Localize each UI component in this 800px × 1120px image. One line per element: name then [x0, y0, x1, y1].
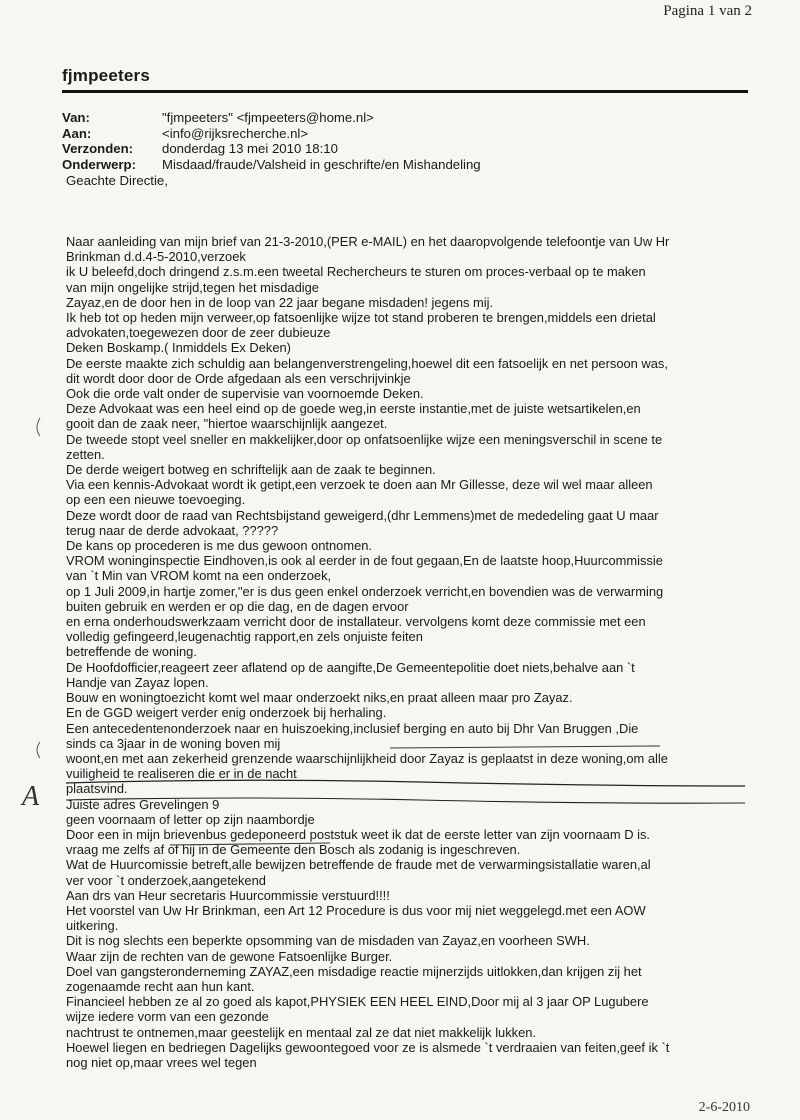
body-line: dit wordt door door de Orde afgedaan als een verschrijvinkje	[66, 370, 411, 386]
body-line: Dit is nog slechts een beperkte opsomming van de misdaden van Zayaz,en voorheen SWH.	[66, 933, 590, 949]
print-date: 2-6-2010	[698, 1100, 750, 1115]
header-label: Verzonden:	[62, 141, 134, 157]
margin-letter-annotation: A	[22, 781, 40, 812]
header-label: Aan:	[62, 125, 92, 141]
body-line: Naar aanleiding van mijn brief van 21-3-2010,(PER e-MAIL) en het daaropvolgende telefoontje van Uw Hr	[66, 234, 670, 249]
header-label: Onderwerp:	[62, 156, 137, 172]
body-line: op een een nieuwe toevoeging.	[66, 492, 246, 508]
body-line: Deze wordt door de raad van Rechtsbijstand geweigerd,(dhr Lemmens)met de mededeling gaat U maar	[66, 507, 659, 523]
body-line: De Hoofdofficier,reageert zeer aflatend op de aangifte,De Gemeentepolitie doet niets,behalve aan `t	[66, 659, 635, 675]
body-line: Juiste adres Grevelingen 9	[66, 796, 220, 812]
body-line: en erna onderhoudswerkzaam verricht door de installateur. vervolgens komt deze commissie met een	[66, 614, 646, 630]
body-line: volledig gefingeerd,leugenachtig rapport,en zels onjuiste feiten	[66, 629, 423, 645]
header-value: donderdag 13 mei 2010 18:10	[162, 141, 338, 157]
body-line: Via een kennis-Advokaat wordt ik getipt,een verzoek te doen aan Mr Gillesse, deze wil wel maar alleen	[66, 477, 653, 493]
body-line: sinds ca 3jaar in de woning boven mij	[66, 735, 281, 751]
body-line: Een antecedentenonderzoek naar en huiszoeking,inclusief berging en auto bij Dhr Van Bruggen ,Die	[66, 720, 639, 736]
body-line: Brinkman d.d.4-5-2010,verzoek	[66, 249, 246, 265]
body-line: Aan drs van Heur secretaris Huurcommissie verstuurd!!!!	[66, 887, 390, 903]
body-line: Bouw en woningtoezicht komt wel maar onderzoekt niks,en praat alleen maar pro Zayaz.	[66, 690, 573, 706]
body-line: Deze Advokaat was een heel eind op de goede weg,in eerste instantie,met de juiste wetsartikelen,en	[66, 401, 641, 417]
body-line: Doel van gangsteronderneming ZAYAZ,een misdadige reactie mijnerzijds uitlokken,dan krijgen zij het	[66, 963, 642, 979]
greeting: Geachte Directie,	[66, 173, 168, 188]
body-line: Wat de Huurcomissie betreft,alle bewijzen betreffende de fraude met de verwarmingsistallatie waren,al	[66, 857, 651, 873]
body-line: gooit dan de zaak neer, "hiertoe waarschijnlijk aangezet.	[66, 416, 388, 432]
body-line: plaatsvind.	[66, 781, 128, 797]
body-line: van `t Min van VROM komt na een onderzoek,	[66, 568, 332, 584]
body-line: vraag me zelfs af of hij in de Gemeente den Bosch als zodanig is ingeschreven.	[66, 842, 521, 858]
body-line: Financieel hebben ze al zo goed als kapot,PHYSIEK EEN HEEL EIND,Door mij al 3 jaar OP Lugubere	[66, 994, 649, 1010]
body-line: Handje van Zayaz lopen.	[66, 674, 209, 690]
body-line: Hoewel liegen en bedriegen Dagelijks gewoontegoed voor ze is alsmede `t verdraaien van feiten,geef ik `t	[66, 1039, 670, 1055]
header-value: Misdaad/fraude/Valsheid in geschrifte/en Mishandeling	[162, 156, 481, 172]
underline-mark	[390, 746, 660, 748]
body-line: Deken Boskamp.( Inmiddels Ex Deken)	[66, 340, 291, 356]
body-line: De tweede stopt veel sneller en makkelijker,door op onfatsoenlijke wijze een meningsverschil in scene te	[66, 431, 663, 447]
body-line: En de GGD weigert verder enig onderzoek bij herhaling.	[66, 705, 387, 721]
body-line: Het voorstel van Uw Hr Brinkman, een Art 12 Procedure is dus voor mij niet weggelegd.met een AOW	[66, 902, 646, 918]
body-line: ver voor `t onderzoek,aangetekend	[66, 872, 266, 888]
body-line: Ook die orde valt onder de supervisie van voornoemde Deken.	[66, 386, 424, 402]
body-line: zetten.	[66, 446, 105, 462]
body-line: nog niet op,maar vrees wel tegen	[66, 1054, 257, 1070]
body-line: op 1 Juli 2009,in hartje zomer,"er is dus geen enkel onderzoek verricht,en bovendien was de verwarming	[66, 583, 664, 599]
underline-mark	[170, 843, 330, 845]
page-number: Pagina 1 van 2	[663, 3, 752, 19]
body-line: zogenaamde recht aan hun kant.	[66, 978, 255, 994]
body-line: Ik heb tot op heden mijn verweer,op fatsoenlijke wijze tot stand proberen te brengen,middels een drietal	[66, 310, 656, 326]
body-line: uitkering.	[66, 918, 119, 934]
underline-mark	[66, 798, 745, 803]
body-line: De kans op procederen is me dus gewoon ontnomen.	[66, 538, 372, 554]
header-value: "fjmpeeters" <fjmpeeters@home.nl>	[162, 110, 374, 125]
body-line: terug naar de derde advokaat, ?????	[66, 522, 279, 538]
header-value: <info@rijksrecherche.nl>	[162, 125, 309, 141]
body-line: van mijn ongelijke strijd,tegen het misdadige	[66, 279, 319, 295]
body-line: geen voornaam of letter op zijn naambordje	[66, 811, 315, 827]
margin-bracket-mark	[37, 742, 40, 758]
body-line: advokaten,toegewezen door de zeer dubieuze	[66, 325, 331, 341]
body-line: VROM woninginspectie Eindhoven,is ook al eerder in de fout gegaan,En de laatste hoop,Huurcommissie	[66, 553, 663, 569]
sender-title: fjmpeeters	[62, 66, 150, 85]
body-line: De derde weigert botweg en schriftelijk aan de zaak te beginnen.	[66, 462, 436, 478]
margin-bracket-mark	[37, 418, 40, 436]
body-line: buiten gebruik en werden er op die dag, en de dagen ervoor	[66, 598, 409, 614]
body-line: betreffende de woning.	[66, 644, 197, 660]
underline-mark	[66, 780, 745, 786]
body-line: Door een in mijn brievenbus gedeponeerd poststuk weet ik dat de eerste letter van zijn voornaam D is.	[66, 826, 650, 842]
body-line: ik U beleefd,doch dringend z.s.m.een tweetal Rechercheurs te sturen om proces-verbaal op te maken	[66, 264, 646, 280]
header-label: Van:	[62, 110, 90, 125]
body-line: Zayaz,en de door hen in de loop van 22 jaar begane misdaden! jegens mij.	[66, 294, 494, 310]
body-line: vuiligheid te realiseren die er in de nacht	[66, 766, 297, 782]
body-line: woont,en met aan zekerheid grenzende waarschijnlijkheid door Zayaz is geplaatst in deze woning,om alle	[66, 750, 668, 766]
body-line: nachtrust te ontnemen,maar geestelijk en mentaal zal ze dat niet makkelijk lukken.	[66, 1024, 537, 1040]
body-line: wijze iedere vorm van een gezonde	[66, 1009, 269, 1025]
body-line: De eerste maakte zich schuldig aan belangenverstrengeling,hoewel dit een fatsoelijk en net persoon was,	[66, 355, 668, 371]
body-line: Waar zijn de rechten van de gewone Fatsoenlijke Burger.	[66, 948, 393, 964]
